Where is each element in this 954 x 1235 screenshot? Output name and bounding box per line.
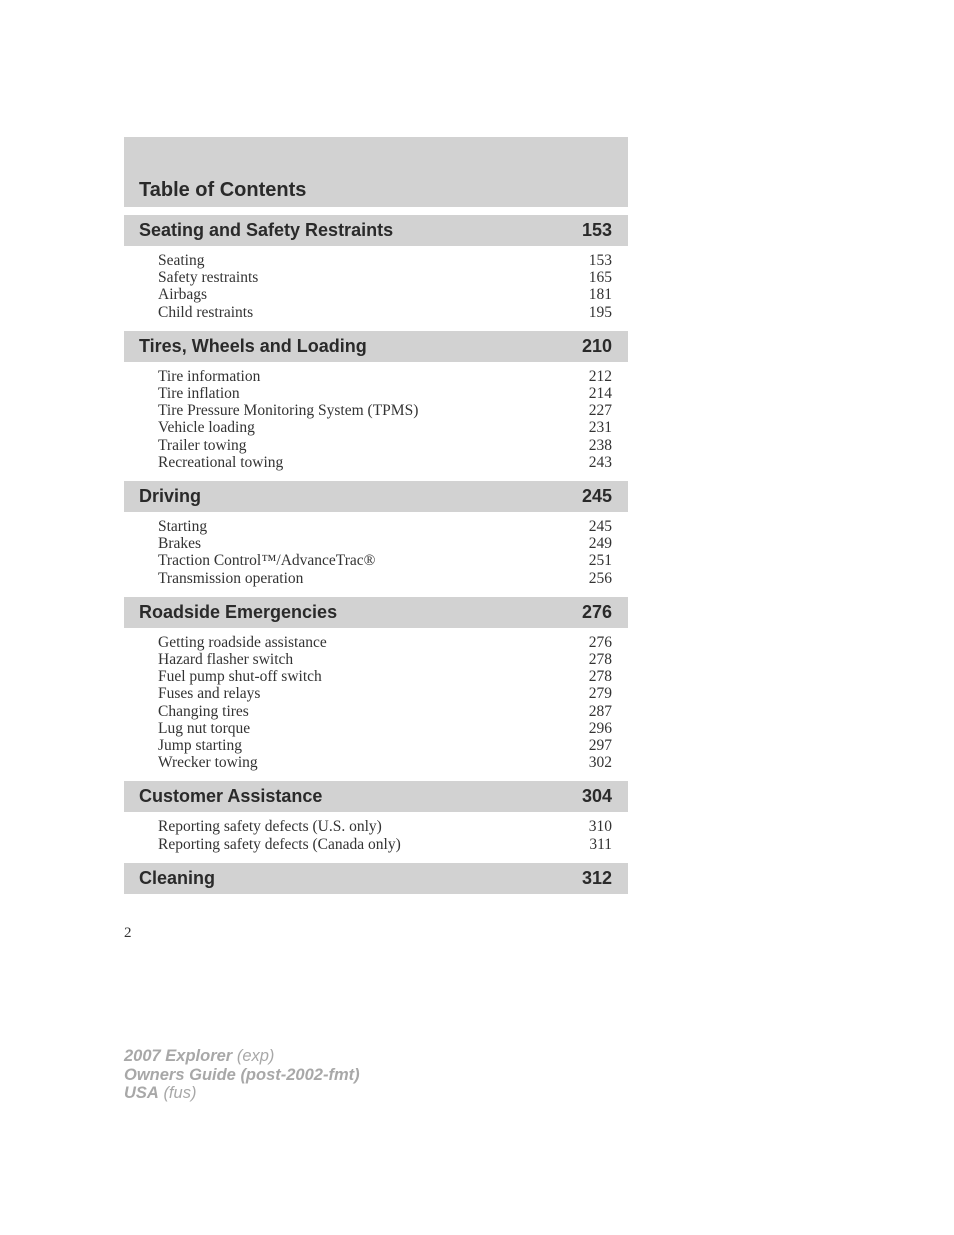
section-title: Seating and Safety Restraints (139, 220, 394, 240)
item-page: 310 (588, 818, 612, 836)
section-header-cleaning[interactable] (124, 863, 628, 894)
item-label: Lug nut torque (158, 719, 251, 737)
section-page: 210 (581, 335, 612, 356)
list-item[interactable] (158, 668, 612, 685)
item-label: Seating (158, 252, 205, 269)
section-header-driving[interactable] (124, 481, 628, 512)
footer-model: 2007 Explorer (124, 1047, 233, 1065)
item-label: Tire Pressure Monitoring System (TPMS) (158, 402, 419, 420)
list-item[interactable] (158, 252, 612, 269)
item-label: Reporting safety defects (U.S. only) (158, 818, 382, 836)
section-page: 276 (581, 601, 612, 622)
list-item[interactable] (158, 685, 612, 702)
page-number: 2 (124, 925, 132, 941)
list-item[interactable] (158, 720, 612, 737)
section-header-roadside[interactable] (124, 597, 628, 628)
list-item[interactable] (158, 304, 612, 321)
item-page: 231 (588, 419, 612, 437)
item-page: 278 (588, 668, 612, 686)
toc-header (124, 137, 628, 207)
footer-guide: Owners Guide (post-2002-fmt) (124, 1065, 360, 1084)
item-label: Wrecker towing (158, 754, 258, 772)
list-item[interactable] (158, 368, 612, 385)
footer-market: USA (124, 1084, 159, 1102)
item-label: Airbags (158, 286, 208, 304)
section-title: Tires, Wheels and Loading (139, 335, 367, 356)
footer-line-2 (124, 1066, 360, 1085)
item-page: 249 (588, 535, 612, 553)
item-page: 238 (588, 436, 612, 454)
list-item[interactable] (158, 754, 612, 771)
item-label: Tire inflation (158, 385, 240, 403)
list-item[interactable] (158, 651, 612, 668)
table-of-contents (124, 137, 628, 894)
item-label: Reporting safety defects (Canada only) (158, 835, 401, 853)
section-header-seating[interactable] (124, 215, 628, 246)
section-header-tires[interactable] (124, 331, 628, 362)
item-label: Transmission operation (158, 569, 304, 587)
footer-model-code: (exp) (236, 1047, 275, 1065)
footer-line-3 (124, 1084, 360, 1103)
item-page: 227 (588, 402, 612, 420)
item-label: Safety restraints (158, 269, 259, 287)
section-title: Customer Assistance (139, 786, 323, 807)
item-page: 153 (588, 252, 612, 269)
item-page: 195 (588, 303, 612, 321)
list-item[interactable] (158, 737, 612, 754)
item-label: Tire information (158, 367, 261, 385)
item-label: Brakes (158, 535, 202, 553)
section-header-customer-assistance[interactable] (124, 781, 628, 812)
list-item[interactable] (158, 269, 612, 286)
item-label: Fuel pump shut-off switch (158, 668, 322, 686)
item-label: Traction Control™/AdvanceTrac® (158, 552, 376, 570)
item-page: 245 (588, 518, 612, 536)
section-page: 153 (581, 220, 612, 240)
item-page: 212 (588, 367, 612, 385)
footer-line-1 (124, 1047, 360, 1066)
item-page: 256 (588, 569, 612, 587)
section-items (124, 628, 628, 774)
list-item[interactable] (158, 402, 612, 419)
item-label: Trailer towing (158, 436, 247, 454)
section-page: 304 (581, 786, 612, 807)
section-title: Driving (139, 486, 202, 507)
item-page: 243 (588, 453, 612, 471)
item-page: 214 (588, 385, 612, 403)
section-items (124, 362, 628, 473)
list-item[interactable] (158, 818, 612, 835)
item-label: Hazard flasher switch (158, 651, 294, 669)
footer-market-code: (fus) (163, 1084, 197, 1102)
item-page: 279 (588, 685, 612, 703)
list-item[interactable] (158, 703, 612, 720)
list-item[interactable] (158, 552, 612, 569)
section-items (124, 512, 628, 589)
item-label: Child restraints (158, 303, 254, 321)
section-items (124, 246, 628, 323)
item-page: 287 (588, 702, 612, 720)
list-item[interactable] (158, 836, 612, 853)
section-title: Cleaning (139, 867, 216, 888)
section-title: Roadside Emergencies (139, 601, 338, 622)
page-title: Table of Contents (139, 179, 307, 201)
list-item[interactable] (158, 454, 612, 471)
item-label: Changing tires (158, 702, 249, 720)
section-items (124, 812, 628, 854)
section-page: 312 (581, 867, 612, 888)
list-item[interactable] (158, 535, 612, 552)
item-page: 251 (588, 552, 612, 570)
item-label: Starting (158, 518, 208, 536)
item-label: Getting roadside assistance (158, 633, 327, 651)
item-page: 165 (588, 269, 612, 287)
list-item[interactable] (158, 286, 612, 303)
item-label: Fuses and relays (158, 685, 261, 703)
item-page: 181 (588, 286, 612, 304)
list-item[interactable] (158, 419, 612, 436)
item-page: 311 (589, 835, 612, 853)
item-label: Vehicle loading (158, 419, 255, 437)
section-page: 245 (581, 486, 612, 507)
list-item[interactable] (158, 437, 612, 454)
item-label: Jump starting (158, 737, 242, 755)
item-page: 302 (588, 754, 612, 772)
list-item[interactable] (158, 634, 612, 651)
item-page: 297 (588, 737, 612, 755)
item-page: 296 (588, 719, 612, 737)
item-label: Recreational towing (158, 453, 284, 471)
document-footer (124, 1047, 360, 1103)
list-item[interactable] (158, 385, 612, 402)
list-item[interactable] (158, 570, 612, 587)
item-page: 278 (588, 651, 612, 669)
item-page: 276 (588, 633, 612, 651)
list-item[interactable] (158, 518, 612, 535)
